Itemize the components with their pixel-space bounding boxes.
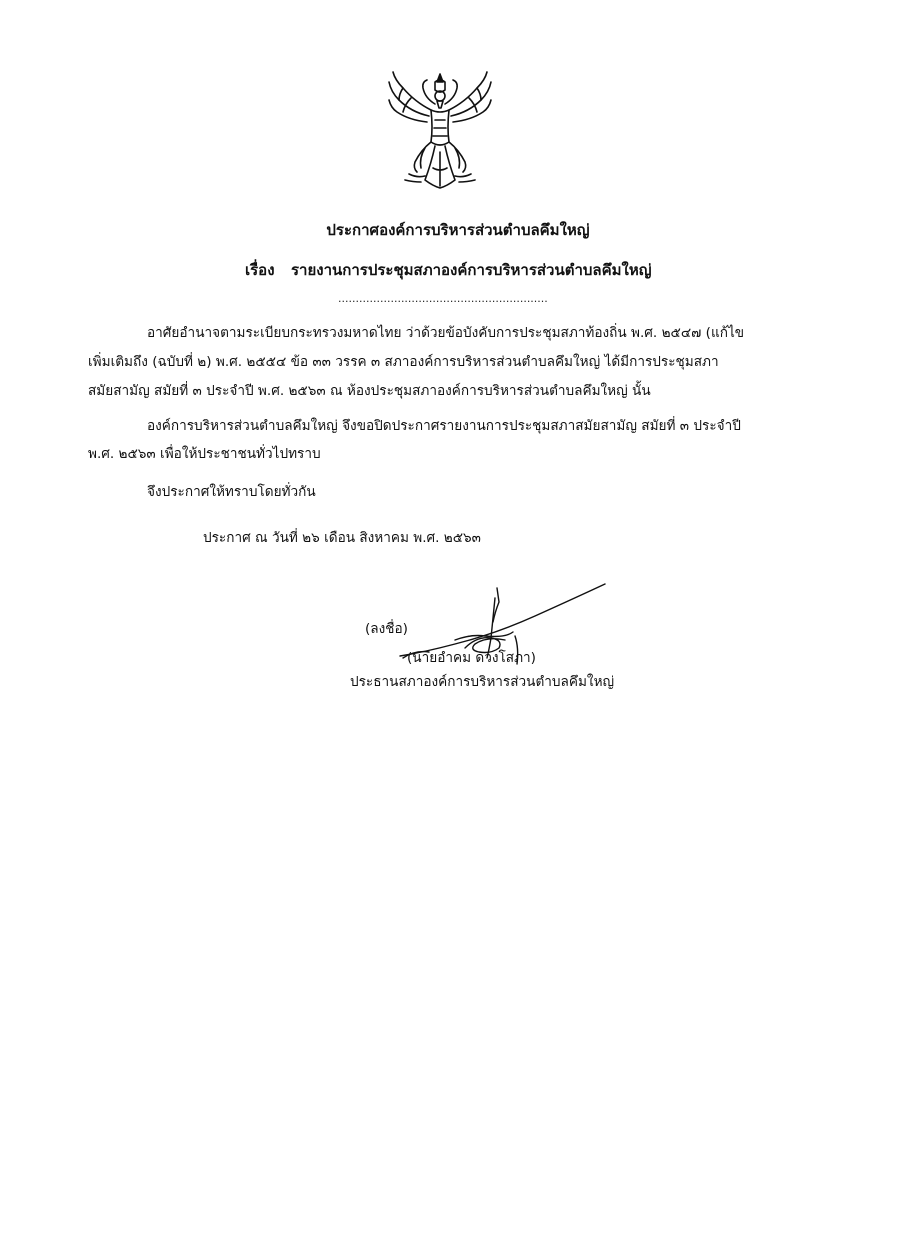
signer-position: ประธานสภาองค์การบริหารส่วนตำบลคึมใหญ่	[350, 674, 615, 690]
subject-text: รายงานการประชุมสภาองค์การบริหารส่วนตำบลคึมใหญ่	[291, 261, 652, 279]
paragraph-1-line-1: อาศัยอำนาจตามระเบียบกระทรวงมหาดไทย ว่าด้วยข้อบังคับการประชุมสภาท้องถิ่น พ.ศ. ๒๕๔๗ (แก้ไข	[147, 325, 745, 341]
garuda-emblem-icon	[385, 68, 495, 193]
title-divider: ............................................................	[338, 292, 548, 305]
subject-row	[245, 258, 652, 282]
date-line: ประกาศ ณ วันที่ ๒๖ เดือน สิงหาคม พ.ศ. ๒๕๖๓	[203, 530, 481, 546]
page-title: ประกาศองค์การบริหารส่วนตำบลคึมใหญ่	[326, 221, 590, 239]
paragraph-2-line-2: พ.ศ. ๒๕๖๓ เพื่อให้ประชาชนทั่วไปทราบ	[88, 446, 321, 462]
subject-label: เรื่อง	[245, 261, 275, 279]
paragraph-1-line-3: สมัยสามัญ สมัยที่ ๓ ประจำปี พ.ศ. ๒๕๖๓ ณ ห้องประชุมสภาองค์การบริหารส่วนตำบลคึมใหญ่ นั้น	[88, 383, 651, 399]
sign-label: (ลงชื่อ)	[365, 621, 408, 637]
paragraph-1-line-2: เพิ่มเติมถึง (ฉบับที่ ๒) พ.ศ. ๒๕๕๔ ข้อ ๓๓ วรรค ๓ สภาองค์การบริหารส่วนตำบลคึมใหญ่ ได้มีการประชุมสภา	[88, 354, 719, 370]
closing-line: จึงประกาศให้ทราบโดยทั่วกัน	[147, 484, 316, 500]
signer-name: (นายอำคม ดวงโสภา)	[407, 650, 536, 666]
paragraph-2-line-1: องค์การบริหารส่วนตำบลคึมใหญ่ จึงขอปิดประกาศรายงานการประชุมสภาสมัยสามัญ สมัยที่ ๓ ประจำปี	[147, 418, 741, 434]
